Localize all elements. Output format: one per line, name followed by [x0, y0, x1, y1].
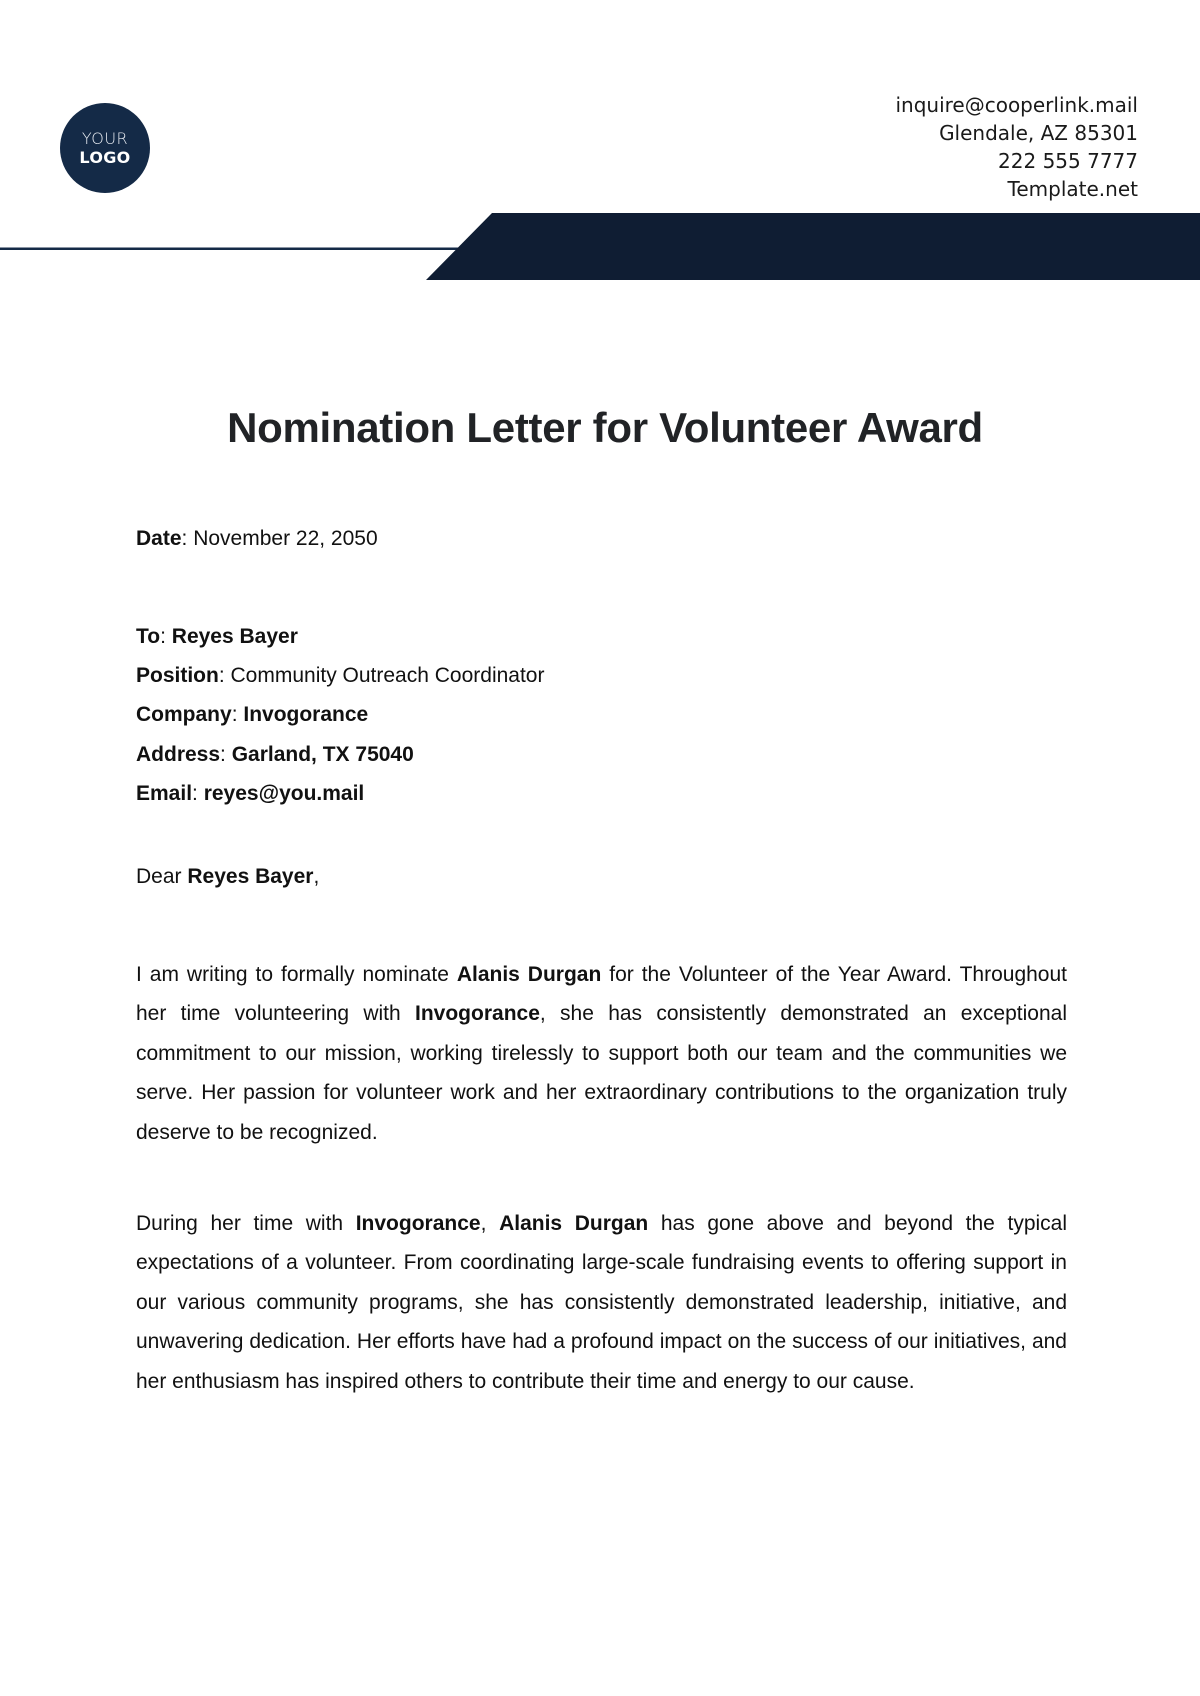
- salutation-comma: ,: [313, 865, 320, 888]
- sender-address: Glendale, AZ 85301: [939, 121, 1138, 145]
- paragraph-text: During her time with: [136, 1212, 356, 1235]
- recipient-email-line: Email: reyes@you.mail: [136, 781, 365, 805]
- email-label: Email: [136, 781, 193, 805]
- address-label: Address: [136, 742, 221, 766]
- position-label: Position: [136, 664, 219, 688]
- paragraph-text: , she has consistently demonstrated an exceptional commitment to our mission, working tirelessly to support both our team and the communities we serve. Her passion for volunteer work and her extraordinary contributions to the organization truly deserve to be recognized.: [136, 1002, 1067, 1144]
- email-value: reyes@you.mail: [203, 781, 365, 805]
- logo-text-your: YOUR: [81, 128, 129, 148]
- paragraph-text: ,: [480, 1212, 500, 1235]
- sender-contact-block: [895, 91, 1138, 203]
- paragraph-text: for the Volunteer of the Year Award. Throughout her time volunteering with: [136, 963, 1067, 1026]
- header-rule-line: [0, 248, 470, 251]
- salutation-prefix: Dear: [136, 865, 182, 888]
- paragraph-text: has gone above and beyond the typical expectations of a volunteer. From coordinating large-scale fundraising events to offering support in our various community programs, she has consistently demonstrated leadership, initiative, and unwavering dedication. Her efforts have had a profound impact on the success of our initiatives, and her enthusiasm has inspired others to contribute their time and energy to our cause.: [136, 1212, 1068, 1393]
- company-logo: [60, 103, 150, 193]
- sender-website: Template.net: [1007, 177, 1138, 201]
- body-paragraph-2: [136, 1204, 1067, 1401]
- position-value: Community Outreach Coordinator: [230, 664, 545, 688]
- recipient-company-line: Company: Invogorance: [136, 703, 369, 727]
- to-label: To: [136, 625, 161, 648]
- organization-name: Invogorance: [415, 1002, 540, 1026]
- recipient-position-line: Position: Community Outreach Coordinator: [136, 664, 545, 688]
- sender-phone: 222 555 7777: [998, 149, 1138, 173]
- organization-name: Invogorance: [355, 1212, 481, 1235]
- date-label: Date: [136, 527, 182, 550]
- recipient-to-line: To: Reyes Bayer: [136, 625, 298, 648]
- company-value: Invogorance: [243, 703, 369, 727]
- paragraph-text: I am writing to formally nominate: [136, 963, 457, 986]
- salutation: [136, 865, 1067, 889]
- nominee-name: Alanis Durgan: [456, 963, 602, 986]
- company-label: Company: [136, 703, 232, 727]
- logo-text-logo: LOGO: [79, 147, 131, 167]
- address-value: Garland, TX 75040: [231, 742, 414, 766]
- document-title: Nomination Letter for Volunteer Award: [227, 404, 983, 451]
- recipient-block: [136, 617, 1067, 813]
- salutation-name: Reyes Bayer: [187, 865, 314, 888]
- date-line: Date: November 22, 2050: [136, 527, 378, 550]
- date-value: November 22, 2050: [193, 527, 378, 550]
- recipient-address-line: Address: Garland, TX 75040: [136, 742, 414, 766]
- header-slanted-band: [426, 213, 1200, 280]
- sender-email: inquire@cooperlink.mail: [895, 93, 1138, 117]
- nominee-name: Alanis Durgan: [499, 1212, 649, 1235]
- body-paragraph-1: [136, 955, 1067, 1152]
- to-value: Reyes Bayer: [171, 625, 298, 648]
